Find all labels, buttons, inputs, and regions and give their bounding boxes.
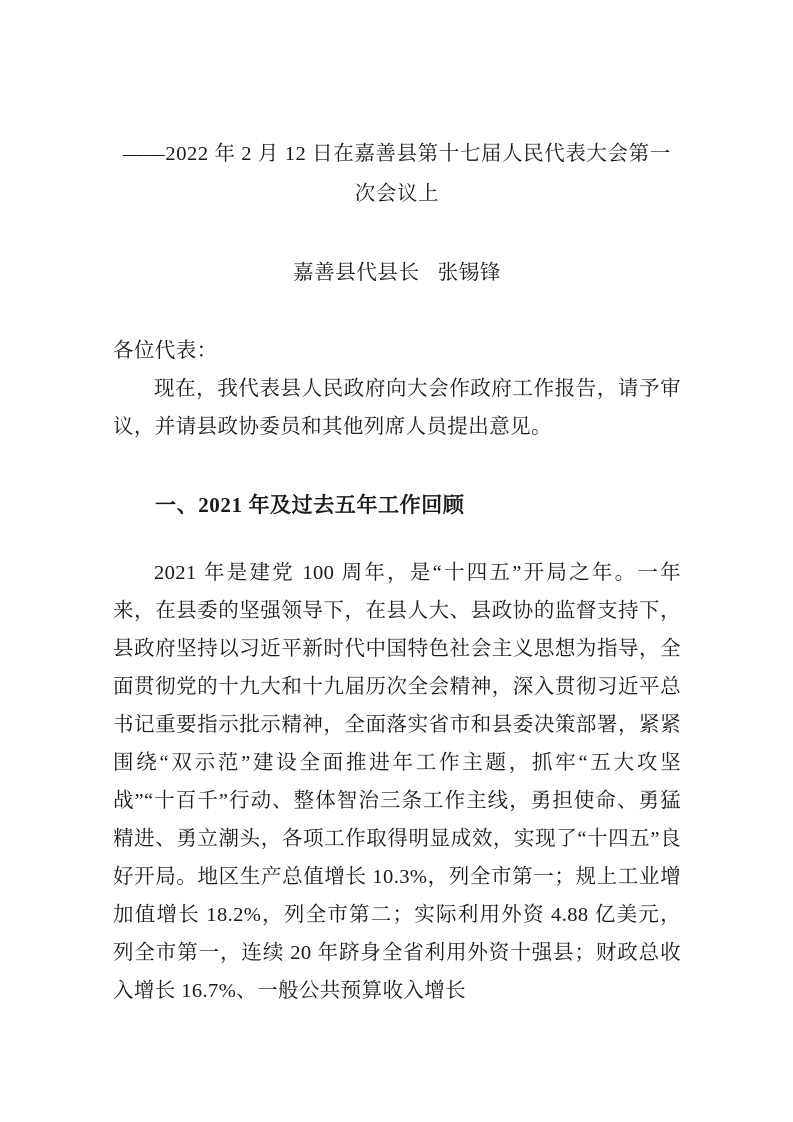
section-heading-one: 一、2021 年及过去五年工作回顾 — [155, 493, 465, 517]
main-paragraph: 2021 年是建党 100 周年，是“十四五”开局之年。一年来，在县委的坚强领导下，在县人大、县政协的监督支持下，县政府坚持以习近平新时代中国特色社会主义思想为指导，全面贯彻党的十九大和十九届历次全会精神，深入贯彻习近平总书记重要指示批示精神，全面落实省市和县委决策部署，紧紧围绕“双示范”建设全面推进年工作主题，抓牢“五大攻坚战”“十百千”行动、整体智治三条工作主线，勇担使命、勇猛精进、勇立潮头，各项工作取得明显成效，实现了“十四五”良好开局。地区生产总值增长 10.3%，列全市第一；规上工业增加值增长 18.2%，列全市第二；实际利用外资 4.88 亿美元，列全市第一，连续 20 年跻身全省利用外资十强县；财政总收入增长 16.7%、一般公共预算收入增长 — [113, 562, 681, 1002]
intro-paragraph: 现在，我代表县人民政府向大会作政府工作报告，请予审议，并请县政协委员和其他列席人员提出意见。 — [113, 378, 681, 438]
author-title: 嘉善县代县长 — [293, 262, 420, 284]
document-content-column — [113, 0, 681, 1010]
author-line — [113, 214, 681, 290]
author-name: 张锡锋 — [437, 262, 501, 284]
document-subtitle: ——2022 年 2 月 12 日在嘉善县第十七届人民代表大会第一次会议上 — [123, 143, 671, 205]
salutation: 各位代表： — [113, 340, 218, 362]
